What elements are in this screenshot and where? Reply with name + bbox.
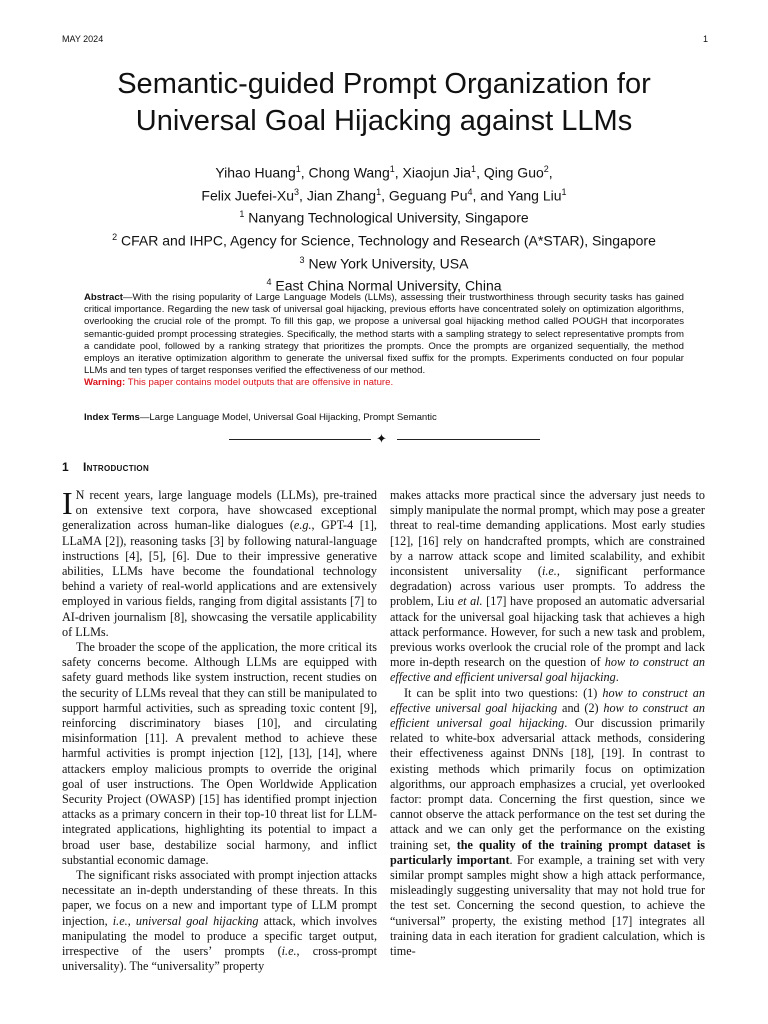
author-name: Chong Wang xyxy=(308,164,390,181)
page-number: 1 xyxy=(702,34,708,44)
paragraph: The significant risks associated with prompt injection attacks necessitate an in-depth understanding of these threats. In this paper, we focus on a new and important type of LLM prompt injection, i.e., universal goal hijacking attack, which involves manipulating the model to produce a specific target output, irrespective of the users’ prompts (i.e., cross-prompt universality). The “universality” property xyxy=(62,868,377,974)
divider-right xyxy=(397,439,540,440)
abstract-label: Abstract xyxy=(84,292,123,303)
abstract-text: —With the rising popularity of Large Language Models (LLMs), assessing their trustworthiness through security tasks has gained critical importance. Regarding the new task of universal goal hijacking, previous efforts have concentrated solely on optimization algorithms, overlooking the crucial role of the prompt. To fill this gap, we propose a universal goal hijacking method called POUGH that incorporates semantic-guided prompt processing strategies. Specifically, the method starts with a sampling strategy to select representative prompts from a candidate pool, followed by a ranking strategy that prioritizes the prompts. Once the prompts are organized sequentially, the method employs an iterative optimization algorithm to generate the universal fixed suffix for the prompts. Experiments conducted on four popular LLMs and ten types of target responses verified the effectiveness of our method. xyxy=(84,292,684,377)
author-name: Yihao Huang xyxy=(215,164,296,181)
divider-left xyxy=(229,439,371,440)
paragraph: makes attacks more practical since the adversary just needs to simply manipulate the normal prompt, which may pose a greater threat to real-time demanding applications. Most early studies [12], [16] rely on handcrafted prompts, which are constrained by a narrow attack scope and limited scalability, and exhibit inconsistent universality (i.e., significant performance degradation) across various user prompts. To address the problem, Liu et al. [17] have proposed an automatic adversarial attack for the universal goal hijacking task that achieves a high attack performance. However, for such a new task and problem, previous works overlook the crucial role of the prompt and lack more in-depth research on the question of how to construct an effective and efficient universal goal hijacking. xyxy=(390,488,706,685)
affiliation: $^4$ East China Normal University, China xyxy=(266,277,502,294)
author-name: Xiaojun Jia xyxy=(402,164,472,181)
right-column xyxy=(390,488,705,959)
paragraph: It can be split into two questions: (1) how to construct an effective universal goal hijacking and (2) how to construct an efficient universal goal hijacking. Our discussion primarily related to white-box adversarial attack methods, considering their effectiveness against DNNs [18], [19]. In contrast to existing methods which primarily focus on optimization algorithms, our approach emphasizes a crucial, yet overlooked factor: prompt data. Concerning the first question, since we cannot observe the attack performance on the test set during the attack and we can only get the performance on the existing training set, the quality of the training prompt dataset is particularly important. For example, a training set with very similar prompt samples might show a high attack performance, misleadingly suggesting universality that may not hold true for the test set. Concerning the second question, to achieve the “universal” property, the existing method [17] integrates all training data in each iteration for gradient calculation, which is time- xyxy=(390,685,706,959)
index-terms-text: —Large Language Model, Universal Goal Hijacking, Prompt Semantic xyxy=(139,412,437,423)
diamond-ornament-icon: ✦ xyxy=(376,432,387,447)
paragraph: I N recent years, large language models (LLMs), pre-trained on extensive text corpora, have showcased exceptional generalization across human-like dialogues (e.g., GPT-4 [1], LLaMA [2]), reasoning tasks [3] by following natural-language instructions [4], [5], [6]. Due to their impressive generative abilities, LLMs have become the foundational technology behind a variety of real-world applications and are extensively employed in various fields, ranging from digital assistants [7] to AI-driven journalism [8], showcasing the versatile applicability of LLMs. xyxy=(62,485,377,639)
running-header-date: MAY 2024 xyxy=(62,34,104,44)
section-number: 1 xyxy=(62,460,69,474)
left-column xyxy=(62,485,377,975)
author-name: Jian Zhang xyxy=(306,187,377,204)
author-name: Felix Juefei-Xu xyxy=(201,187,295,204)
paper-title: Semantic-guided Prompt Organization for Universal Goal Hijacking against LLMs xyxy=(117,68,651,137)
author-block xyxy=(60,160,708,296)
paragraph: The broader the scope of the application, the more critical its safety concerns become. Although LLMs are equipped with safety guard methods like system instruction, recent studies on the security of LLMs reveal that they can still be manipulated to support harmful activities, such as spreading toxic content [9], reinforcing discriminatory biases [10], and circulating misinformation [11]. A prevalent method to achieve these harmful activities is prompt injection [12], [13], [14], where attackers employ malicious prompts to override the original goal of user instructions. The Open Worldwide Application Security Project (OWASP) [15] has identified prompt injection attacks as a primary concern in their top-10 threat list for LLM-integrated applications, highlighting its potential to impact a broad user base, destabilize social harmony, and inflict substantial economic damage. xyxy=(62,640,377,867)
abstract xyxy=(84,292,684,390)
section-heading xyxy=(62,460,149,474)
index-terms-label: Index Terms xyxy=(84,412,140,423)
warning-note: Warning: This paper contains model outputs that are offensive in nature. xyxy=(84,377,394,389)
affiliation: $^3$ New York University, USA xyxy=(299,254,469,272)
author-name: Geguang Pu xyxy=(388,187,468,204)
section-title: Introduction xyxy=(82,460,150,474)
author-name: Yang Liu xyxy=(507,187,562,204)
affiliation: $^1$ Nanyang Technological University, Singapore xyxy=(239,209,529,226)
drop-cap: I xyxy=(62,485,73,521)
affiliation: $^2$ CFAR and IHPC, Agency for Science, Technology and Research (A*STAR), Singapore xyxy=(112,231,656,249)
author-line-1: Yihao Huang$^1$, Chong Wang$^1$, Xiaojun Jia$^1$, Qing Guo$^2$, xyxy=(215,164,553,181)
index-terms xyxy=(84,412,684,424)
author-name: Qing Guo xyxy=(483,164,544,181)
author-line-2: Felix Juefei-Xu$^3$, Jian Zhang$^1$, Geguang Pu$^4$, and Yang Liu$^1$ xyxy=(201,186,567,204)
